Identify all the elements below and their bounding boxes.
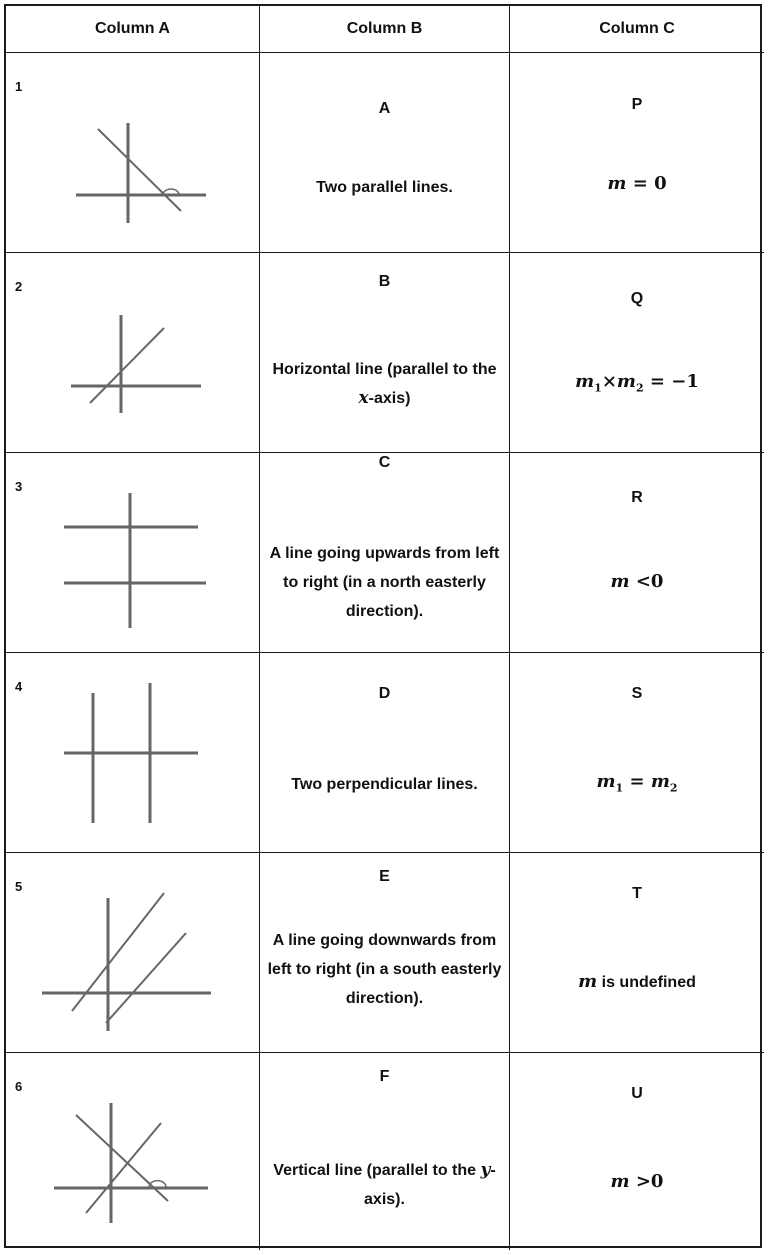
- header-column-c: Column C: [510, 6, 764, 53]
- slope-expression: m = 0: [607, 173, 667, 194]
- row-number: 4: [15, 679, 23, 694]
- header-column-a: Column A: [6, 6, 260, 53]
- row-3-column-a: [6, 453, 260, 653]
- option-letter: C: [378, 454, 391, 471]
- option-letter: D: [378, 685, 391, 702]
- row-2-column-c: [510, 253, 764, 453]
- row-5-column-a: [6, 853, 260, 1053]
- row-number: 1: [15, 79, 23, 94]
- option-description: Horizontal line (parallel to the x-axis): [272, 361, 497, 408]
- option-letter: U: [631, 1085, 643, 1102]
- row-6-column-c: [510, 1053, 764, 1250]
- graph-two-vertical-lines-icon: [36, 653, 206, 843]
- graph-two-horizontal-lines-icon: [36, 453, 206, 643]
- row-6-column-a: [6, 1053, 260, 1250]
- row-number: 6: [15, 1079, 23, 1094]
- slope-expression: m >0: [610, 1171, 664, 1192]
- graph-diagonal-line-downward-icon: [36, 53, 206, 243]
- row-number: 3: [15, 479, 23, 494]
- option-letter: P: [631, 96, 643, 113]
- slope-expression: $m_1 = m_2$: [596, 771, 678, 795]
- row-4-column-a: [6, 653, 260, 853]
- header-column-b: Column B: [260, 6, 510, 53]
- option-description: Two perpendicular lines.: [291, 776, 478, 793]
- option-letter: S: [631, 685, 643, 702]
- slope-expression: m <0: [610, 571, 664, 592]
- row-3-column-b: [260, 453, 510, 653]
- row-2-column-a: [6, 253, 260, 453]
- slope-expression: $m_1\times m_2 = -1$: [575, 371, 699, 395]
- option-description: A line going upwards from left to right (in a north easterly direction).: [269, 545, 500, 620]
- row-6-column-b: [260, 1053, 510, 1250]
- matching-table: [4, 4, 762, 1248]
- option-letter: E: [379, 868, 390, 885]
- graph-two-parallel-lines-icon: [36, 853, 226, 1043]
- row-5-column-c: [510, 853, 764, 1053]
- graph-diagonal-line-upward-icon: [36, 253, 206, 443]
- row-1-column-c: [510, 53, 764, 253]
- row-5-column-b: [260, 853, 510, 1053]
- option-letter: T: [632, 885, 642, 902]
- option-description: Two parallel lines.: [316, 179, 453, 196]
- option-letter: R: [631, 489, 643, 506]
- row-number: 2: [15, 279, 23, 294]
- slope-expression: m is undefined: [578, 971, 696, 992]
- row-3-column-c: [510, 453, 764, 653]
- row-4-column-c: [510, 653, 764, 853]
- row-4-column-b: [260, 653, 510, 853]
- graph-two-perpendicular-lines-icon: [36, 1053, 216, 1243]
- option-letter: A: [378, 100, 391, 117]
- option-description: Vertical line (parallel to the y-axis).: [273, 1160, 496, 1208]
- option-description: A line going downwards from left to right (in a south easterly direction).: [267, 932, 502, 1007]
- row-number: 5: [15, 879, 23, 894]
- option-letter: F: [379, 1068, 390, 1085]
- row-2-column-b: [260, 253, 510, 453]
- row-1-column-b: [260, 53, 510, 253]
- option-letter: Q: [630, 290, 644, 307]
- row-1-column-a: [6, 53, 260, 253]
- option-letter: B: [378, 273, 391, 290]
